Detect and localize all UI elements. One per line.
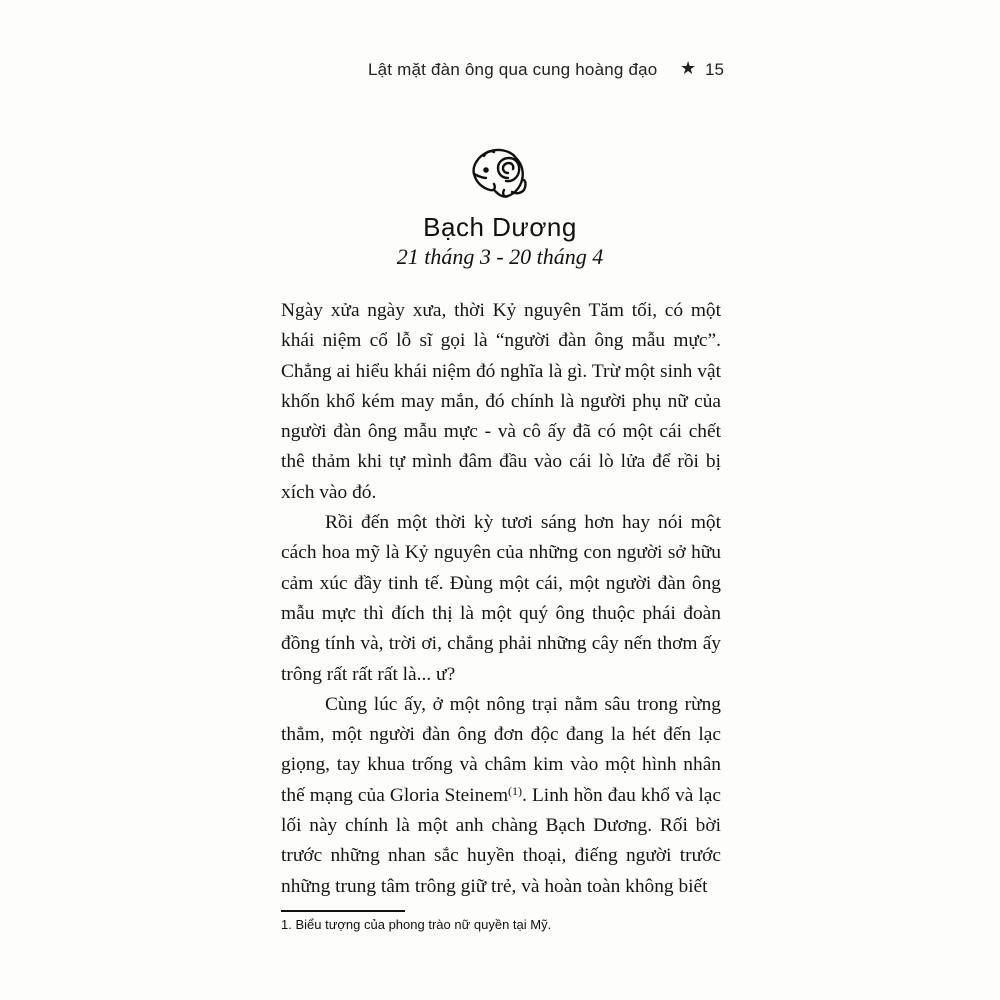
page-number: 15 xyxy=(705,60,724,79)
footnote: 1. Biểu tượng của phong trào nữ quyền tại Mỹ. xyxy=(281,917,552,932)
paragraph-2: Rồi đến một thời kỳ tươi sáng hơn hay nói một cách hoa mỹ là Kỷ nguyên của những con người sở hữu cảm xúc đầy tinh tế. Đùng một cái, một người đàn ông mẫu mực thì đích thị là một quý ông thuộc phái đoàn đồng tính và, trời ơi, chẳng phải những cây nến thơm ấy trông rất rất rất là... ư? xyxy=(281,512,721,685)
running-title: Lật mặt đàn ông qua cung hoàng đạo xyxy=(368,60,658,79)
paragraph-3-part-1: Cùng lúc ấy, ở một nông trại nằm sâu trong rừng thẳm, một người đàn ông đơn độc đang la hét đến lạc giọng, tay khua trống và châm kim vào một hình nhân thế mạng của Gloria Steinem xyxy=(281,693,721,806)
paragraph-3 xyxy=(281,690,721,902)
body-text xyxy=(281,296,721,902)
paragraph-1: Ngày xửa ngày xưa, thời Kỷ nguyên Tăm tối, có một khái niệm cổ lỗ sĩ gọi là “người đàn ông mẫu mực”. Chẳng ai hiểu khái niệm đó nghĩa là gì. Trừ một sinh vật khốn khổ kém may mắn, đó chính là người phụ nữ của người đàn ông mẫu mực - và cô ấy đã có một cái chết thê thảm khi tự mình đâm đầu vào cái lò lửa để rồi bị xích vào đó. xyxy=(281,300,721,503)
footnote-marker: (1) xyxy=(508,783,523,798)
chapter-title: Bạch Dương xyxy=(423,212,577,242)
star-icon: ★ xyxy=(680,58,697,78)
footnote-divider xyxy=(281,910,405,912)
running-header xyxy=(280,58,730,86)
chapter-dates: 21 tháng 3 - 20 tháng 4 xyxy=(396,244,604,269)
paragraph-3-part-2: . Linh hồn đau khổ và lạc lối này chính là một anh chàng Bạch Dương. Rối bời trước những nhan sắc huyền thoại, điếng người trước những trung tâm trông giữ trẻ, và hoàn toàn không biết xyxy=(281,784,721,897)
aries-ram-icon xyxy=(468,144,532,202)
